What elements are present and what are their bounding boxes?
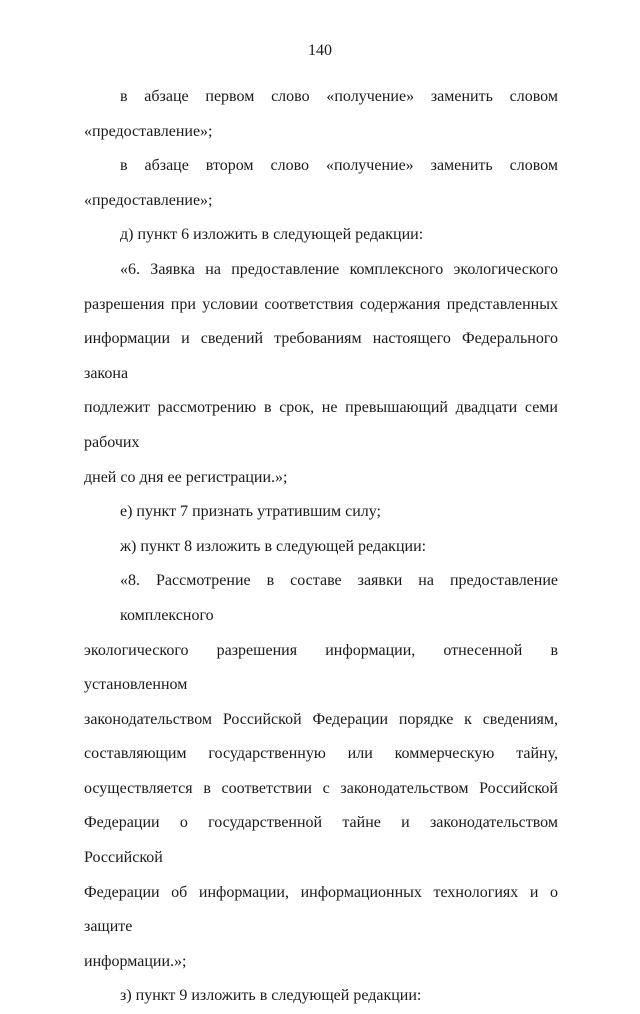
page-number: 140 [308, 42, 332, 59]
text-line: ж) пункт 8 изложить в следующей редакции: [120, 537, 427, 555]
text-line: экологического разрешения информации, отнесенной в установленном [84, 641, 558, 694]
paragraph-item-z [84, 979, 558, 1014]
text-line: дней со дня ее регистрации.»; [84, 468, 288, 486]
text-line: «предоставление»; [84, 122, 213, 140]
paragraph-item-zh [84, 530, 558, 565]
text-line: осуществляется в соответствии с законодательством Российской [84, 779, 558, 797]
text-line: в абзаце первом слово «получение» заменить словом [120, 88, 558, 105]
text-line: информации и сведений требованиям настоящего Федерального закона [84, 330, 558, 382]
paragraph-amend-first-abzac [84, 80, 558, 149]
text-line: подлежит рассмотрению в срок, не превышающий двадцати семи рабочих [84, 399, 558, 451]
paragraph-point-8-text [84, 564, 558, 979]
text-line: «6. Заявка на предоставление комплексного экологического [120, 260, 558, 278]
text-line: е) пункт 7 признать утратившим силу; [120, 503, 381, 521]
text-line: «предоставление»; [84, 191, 213, 209]
text-line: д) пункт 6 изложить в следующей редакции: [120, 226, 424, 244]
text-line: Федерации о государственной тайне и законодательством Российской [84, 814, 558, 867]
paragraph-point-6-text [84, 253, 558, 495]
text-line: Федерации об информации, информационных технологиях и о защите [84, 883, 558, 936]
paragraph-item-e [84, 495, 558, 530]
paragraph-amend-second-abzac [84, 149, 558, 218]
text-line: законодательством Российской Федерации порядке к сведениям, [84, 710, 558, 728]
text-line: «8. Рассмотрение в составе заявки на предоставление комплексного [120, 572, 558, 624]
document-body [84, 80, 558, 1014]
paragraph-item-d [84, 218, 558, 253]
text-line: информации.»; [84, 952, 187, 970]
text-line: составляющим государственную или коммерческую тайну, [84, 745, 558, 763]
text-line: разрешения при условии соответствия содержания представленных [84, 295, 558, 313]
text-line: з) пункт 9 изложить в следующей редакции: [120, 987, 422, 1005]
text-line: в абзаце втором слово «получение» заменить словом [120, 157, 558, 175]
